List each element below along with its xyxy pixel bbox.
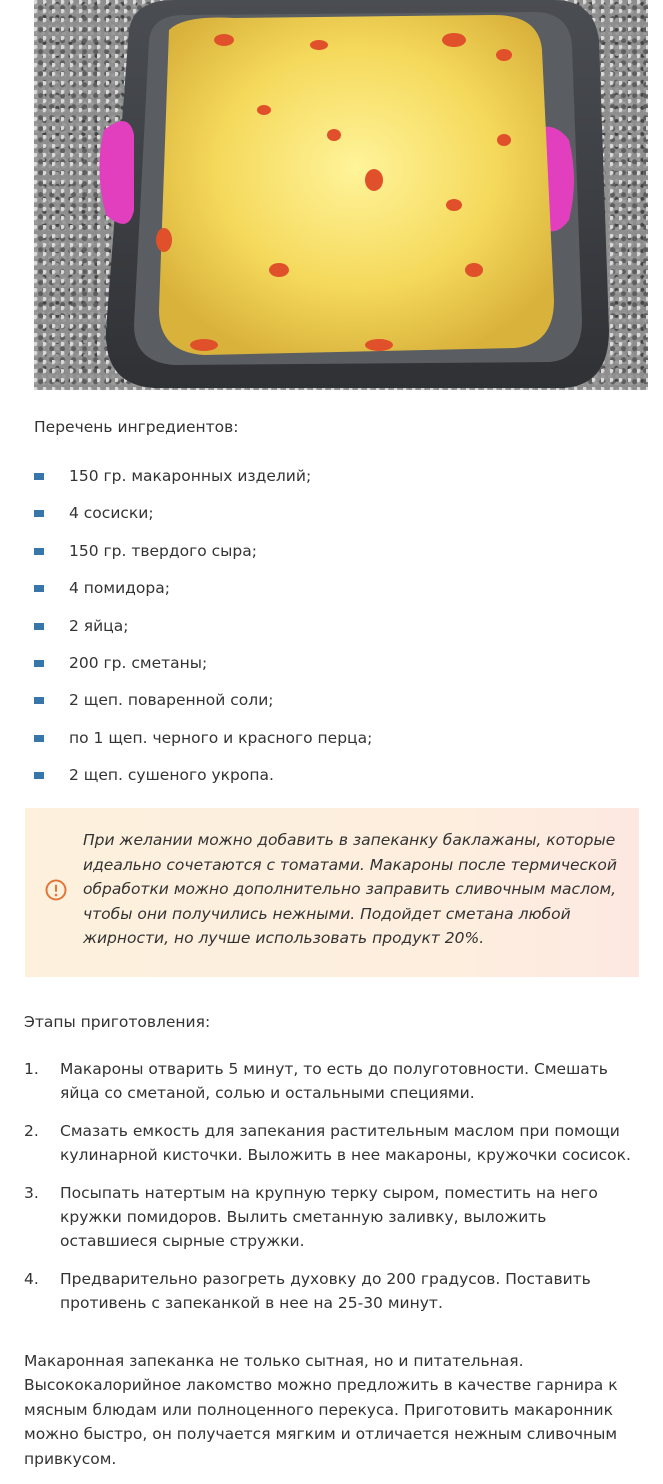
list-item: 4 сосиски; <box>34 495 372 532</box>
exclamation-circle-icon <box>45 879 67 901</box>
closing-paragraph: Макаронная запеканка не только сытная, но и питательная. Высококалорийное лакомство можно предложить в качестве гарнира к мясным блюдам или полноценного перекуса. Приготовить макаронник можно быстро, он получается мягким и отличается нежным сливочным привкусом. <box>24 1352 618 1468</box>
step-number: 3. <box>24 1183 39 1202</box>
list-item: по 1 щеп. черного и красного перца; <box>34 720 372 757</box>
bullet-icon <box>34 510 44 517</box>
list-item: 2 яйца; <box>34 608 372 645</box>
step-number: 2. <box>24 1121 39 1140</box>
casserole-photo <box>34 0 648 390</box>
bullet-icon <box>34 735 44 742</box>
bullet-icon <box>34 473 44 480</box>
list-item: 4 помидора; <box>34 570 372 607</box>
list-item <box>24 1181 644 1254</box>
list-item <box>24 1119 644 1168</box>
tip-text: При желании можно добавить в запеканку баклажаны, которые идеально сочетаются с томатами. Макароны после термической обработки можно дополнительно заправить сливочным маслом, чтобы они получились нежными. Подойдет сметана любой жирности, но лучше использовать продукт 20%. <box>83 831 617 948</box>
list-item <box>24 1057 644 1106</box>
step-number: 4. <box>24 1269 39 1288</box>
list-item: 2 щеп. сушеного укропа. <box>34 757 372 794</box>
tip-note <box>25 808 639 977</box>
step-text: Посыпать натертым на крупную терку сыром, поместить на него кружки помидоров. Вылить сметанную заливку, выложить оставшиеся сырные стружки. <box>60 1183 598 1251</box>
list-item: 200 гр. сметаны; <box>34 645 372 682</box>
bullet-icon <box>34 697 44 704</box>
bullet-icon <box>34 623 44 630</box>
list-item: 2 щеп. поваренной соли; <box>34 682 372 719</box>
step-text: Смазать емкость для запекания растительным маслом при помощи кулинарной кисточки. Выложить в нее макароны, кружочки сосисок. <box>60 1121 631 1165</box>
step-text: Макароны отварить 5 минут, то есть до полуготовности. Смешать яйца со сметаной, солью и остальными специями. <box>60 1060 608 1103</box>
list-item <box>24 1267 644 1316</box>
bullet-icon <box>34 548 44 555</box>
ingredients-list <box>34 458 372 795</box>
steps-list <box>24 1057 644 1329</box>
list-item: 150 гр. макаронных изделий; <box>34 458 372 495</box>
list-item: 150 гр. твердого сыра; <box>34 533 372 570</box>
step-text: Предварительно разогреть духовку до 200 градусов. Поставить противень с запеканкой в нее на 25-30 минут. <box>60 1269 591 1313</box>
bullet-icon <box>34 660 44 667</box>
casserole-illustration <box>34 0 648 390</box>
ingredients-heading: Перечень ингредиентов: <box>34 418 239 436</box>
bullet-icon <box>34 772 44 779</box>
step-number: 1. <box>24 1060 39 1078</box>
bullet-icon <box>34 585 44 592</box>
steps-heading: Этапы приготовления: <box>24 1013 211 1031</box>
